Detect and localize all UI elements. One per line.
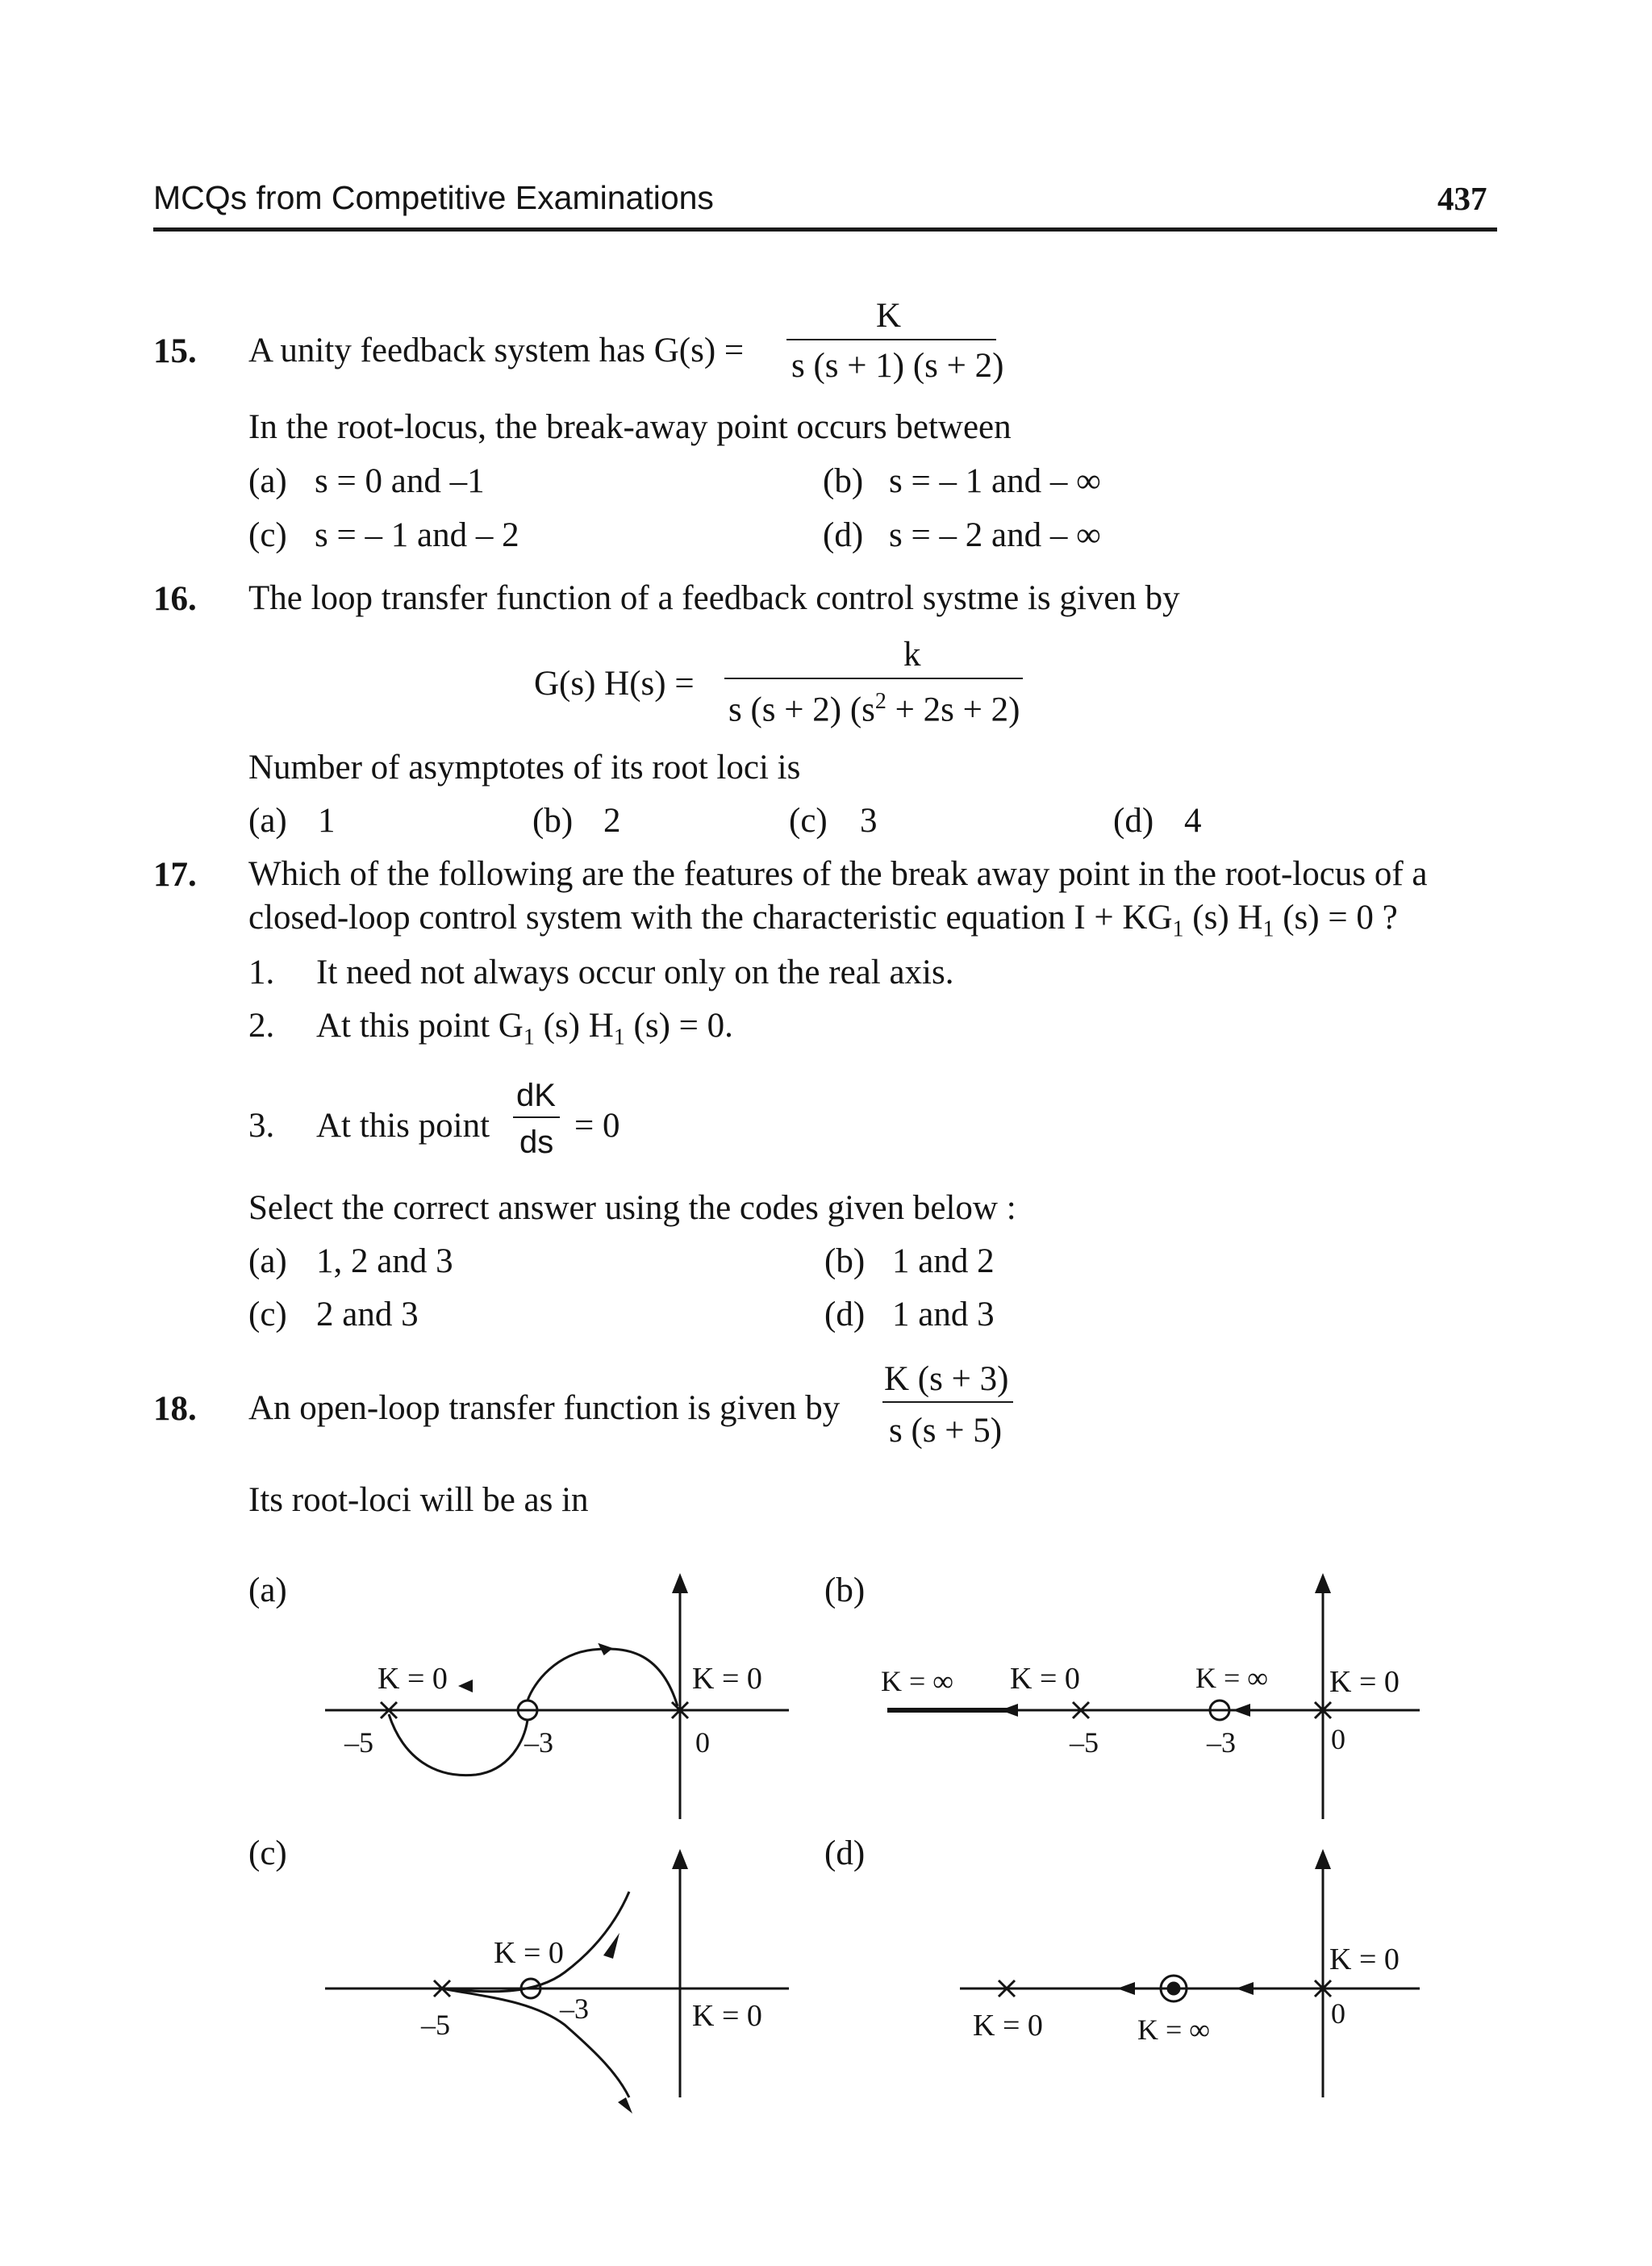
locus-arrow-icon xyxy=(603,1933,620,1959)
k-label: K = 0 xyxy=(692,1999,762,2033)
item-text: At this point xyxy=(316,1107,490,1145)
item-text: It need not always occur only on the real axis. xyxy=(316,954,954,991)
axis-arrow-icon xyxy=(1315,1849,1331,1869)
option-text: s = – 1 and – 2 xyxy=(315,516,519,554)
figure-label: (d) xyxy=(824,1834,866,1872)
page-number: 437 xyxy=(1437,180,1487,217)
option-text: 2 xyxy=(603,802,621,840)
double-zero-dot-icon xyxy=(1168,1983,1179,1994)
option-text: s = – 1 and – ∞ xyxy=(889,462,1101,500)
figure-a xyxy=(325,1573,789,1819)
fraction-denominator: s (s + 2) $(s^2 + 2s + 2)$ xyxy=(728,689,1020,729)
question-stem-continued: closed-loop control system with the characteristic equation $I + KG_1$ (s) $H_1$ (s) = 0 ? xyxy=(248,899,1398,942)
equation-tail: = 0 xyxy=(574,1107,620,1145)
option-label: (d) xyxy=(823,516,864,554)
fraction-denominator: s (s + 5) xyxy=(889,1412,1003,1450)
k-label: K = 0 xyxy=(378,1662,448,1696)
option-label: (a) xyxy=(248,802,287,840)
figure-c xyxy=(325,1849,789,2114)
option-label: (d) xyxy=(824,1296,866,1333)
option-label: (c) xyxy=(248,516,287,554)
k-label: K = ∞ xyxy=(1137,2014,1210,2046)
question-stem: A unity feedback system has G(s) = xyxy=(248,332,745,369)
axis-tick-label: –5 xyxy=(344,1726,373,1759)
axis-tick-label: –5 xyxy=(421,2009,450,2041)
locus-branch xyxy=(528,1649,678,1706)
question-number: 18. xyxy=(153,1390,197,1428)
question-line: Its root-loci will be as in xyxy=(248,1481,589,1519)
question-number: 17. xyxy=(153,856,197,894)
item-text: At this point $G_1$ (s) $H_1$ (s) = 0. xyxy=(316,1007,733,1050)
option-label: (b) xyxy=(823,462,864,500)
locus-branch xyxy=(442,1988,629,2097)
locus-arrow-icon xyxy=(1233,1704,1250,1717)
fraction-numerator: k xyxy=(903,636,921,674)
question-number: 16. xyxy=(153,580,197,618)
axis-tick-label: –5 xyxy=(1070,1726,1099,1759)
question-line: Select the correct answer using the codes given below : xyxy=(248,1189,1016,1227)
k-label: K = ∞ xyxy=(1195,1662,1268,1694)
axis-tick-label: –3 xyxy=(560,1993,589,2025)
question-stem: Which of the following are the features of the break away point in the root-locus of a xyxy=(248,855,1428,893)
option-label: (a) xyxy=(248,462,287,500)
item-number: 3. xyxy=(248,1107,275,1145)
locus-arrow-icon xyxy=(1236,1982,1254,1995)
option-label: (b) xyxy=(532,802,574,840)
k-label: K = ∞ xyxy=(881,1665,953,1697)
k-label: K = 0 xyxy=(494,1936,564,1970)
question-stem: The loop transfer function of a feedback control systme is given by xyxy=(248,579,1180,617)
running-header-title: MCQs from Competitive Examinations xyxy=(153,179,714,216)
question-stem: An open-loop transfer function is given by xyxy=(248,1389,841,1427)
option-text: 1 and 2 xyxy=(892,1242,995,1280)
locus-branch xyxy=(389,1714,528,1776)
item-number: 2. xyxy=(248,1007,275,1045)
option-label: (a) xyxy=(248,1242,287,1280)
axis-tick-label: 0 xyxy=(1331,1997,1345,2030)
fraction-numerator: K (s + 3) xyxy=(884,1360,1009,1398)
option-text: 4 xyxy=(1184,802,1202,840)
option-text: 1 and 3 xyxy=(892,1296,995,1333)
item-number: 1. xyxy=(248,954,275,991)
fraction-numerator: dK xyxy=(516,1078,556,1113)
option-text: s = – 2 and – ∞ xyxy=(889,516,1101,554)
locus-arrow-icon xyxy=(458,1680,473,1692)
k-label: K = 0 xyxy=(692,1662,762,1696)
axis-tick-label: 0 xyxy=(1331,1723,1345,1755)
k-label: K = 0 xyxy=(973,2009,1043,2043)
question-number: 15. xyxy=(153,332,197,370)
axis-tick-label: 0 xyxy=(695,1726,710,1759)
k-label: K = 0 xyxy=(1329,1665,1400,1699)
option-text: 1, 2 and 3 xyxy=(316,1242,453,1280)
axis-arrow-icon xyxy=(1315,1573,1331,1593)
question-line: Number of asymptotes of its root loci is xyxy=(248,749,801,787)
fraction-denominator: s (s + 1) (s + 2) xyxy=(791,347,1004,385)
axis-tick-label: –3 xyxy=(1207,1726,1236,1759)
option-label: (b) xyxy=(824,1242,866,1280)
option-label: (d) xyxy=(1113,802,1154,840)
option-label: (c) xyxy=(789,802,828,840)
question-line: In the root-locus, the break-away point occurs between xyxy=(248,408,1012,446)
axis-arrow-icon xyxy=(672,1573,688,1593)
figure-label: (a) xyxy=(248,1571,287,1609)
option-text: 3 xyxy=(860,802,878,840)
k-label: K = 0 xyxy=(1010,1662,1080,1696)
option-text: s = 0 and –1 xyxy=(315,462,485,500)
fraction-denominator: ds xyxy=(519,1125,554,1160)
figure-label: (b) xyxy=(824,1571,866,1609)
figure-label: (c) xyxy=(248,1834,287,1872)
locus-arrow-icon xyxy=(1117,1982,1135,1995)
equation-lhs: G(s) H(s) = xyxy=(534,665,695,703)
axis-arrow-icon xyxy=(672,1849,688,1869)
fraction-numerator: K xyxy=(876,297,902,335)
locus-arrow-icon xyxy=(618,2097,632,2114)
option-text: 1 xyxy=(318,802,336,840)
option-label: (c) xyxy=(248,1296,287,1333)
locus-arrow-icon xyxy=(1000,1704,1018,1717)
k-label: K = 0 xyxy=(1329,1943,1400,1976)
axis-tick-label: –3 xyxy=(524,1726,553,1759)
option-text: 2 and 3 xyxy=(316,1296,419,1333)
